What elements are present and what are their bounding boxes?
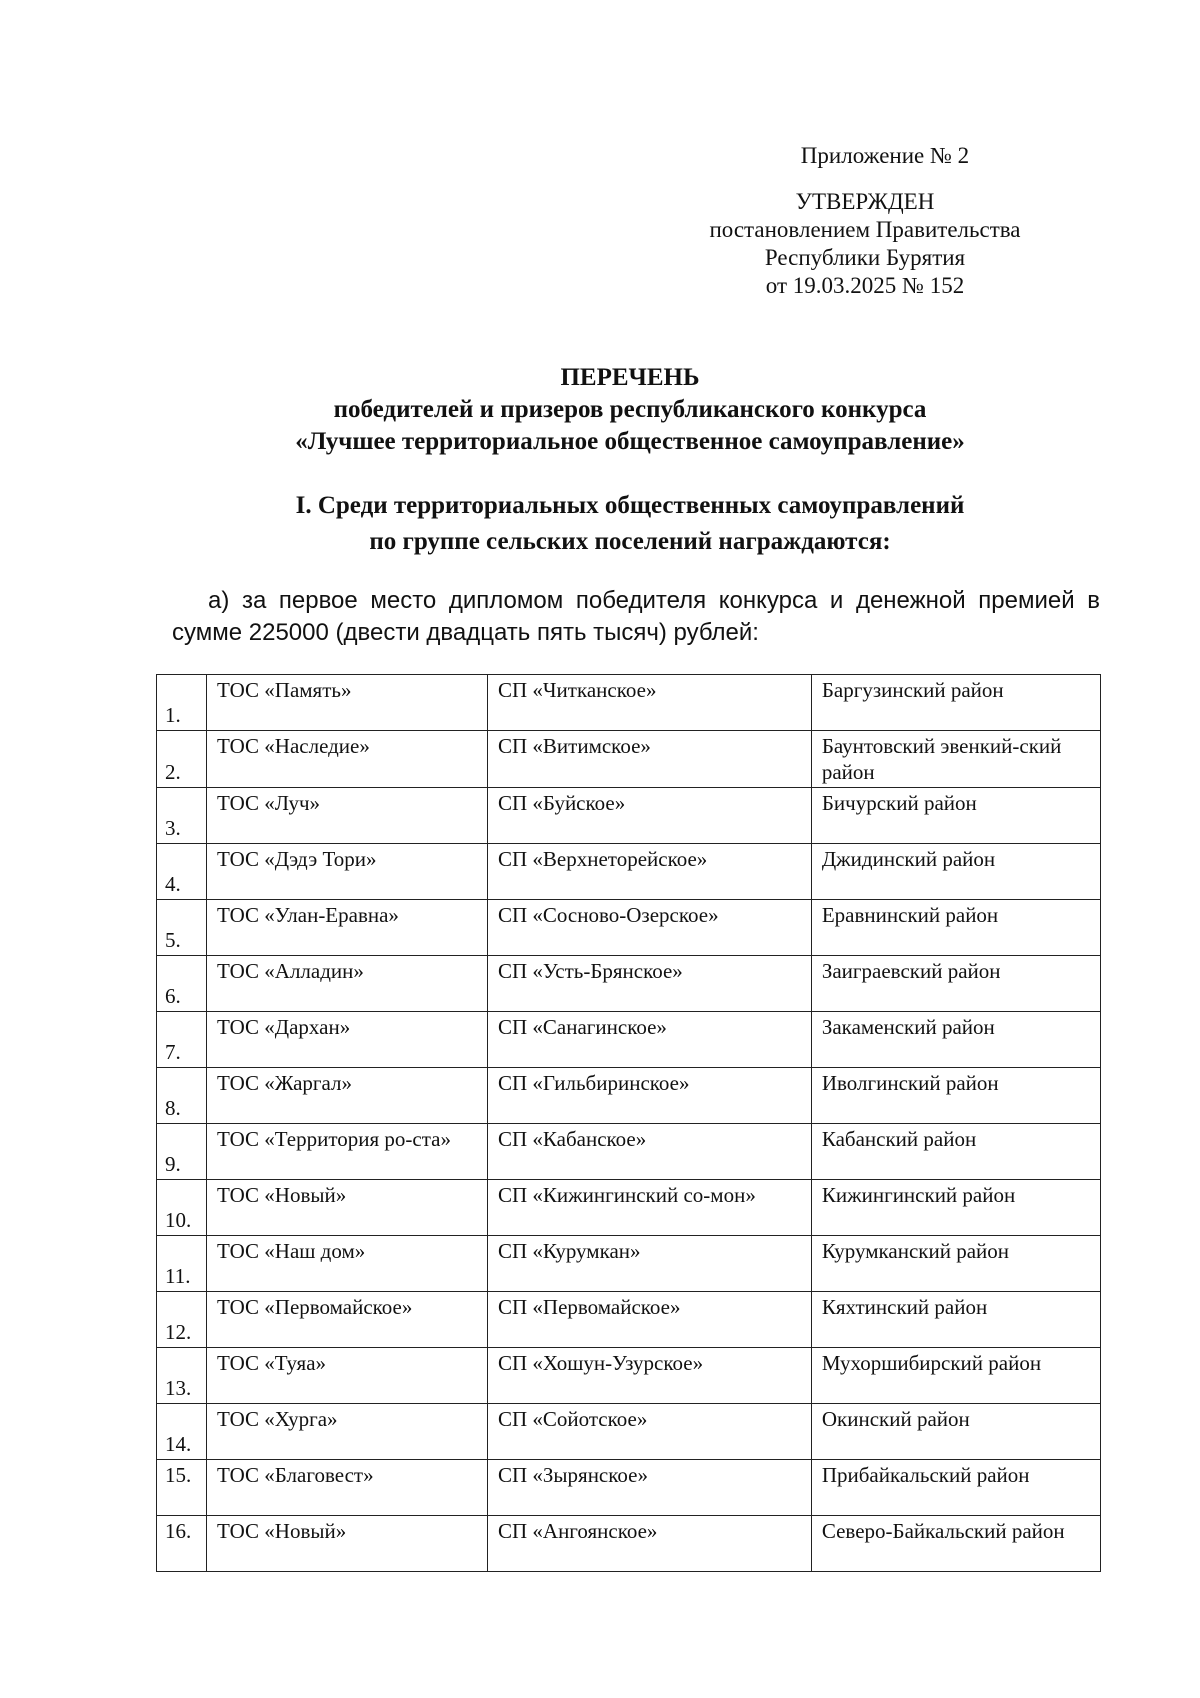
row-number: 2.	[157, 731, 207, 788]
district-name: Джидинский район	[811, 844, 1100, 900]
district-name: Кижингинский район	[811, 1180, 1100, 1236]
table-row	[157, 900, 1101, 956]
district-name: Иволгинский район	[811, 1068, 1100, 1124]
district-name: Курумканский район	[811, 1236, 1100, 1292]
row-number: 11.	[157, 1236, 207, 1292]
settlement-name: СП «Санагинское»	[487, 1012, 811, 1068]
tos-name: ТОС «Наш дом»	[207, 1236, 488, 1292]
approval-line: от 19.03.2025 № 152	[765, 273, 965, 298]
section-heading	[160, 488, 1100, 560]
approval-line: постановлением Правительства	[709, 217, 1021, 242]
table-row	[157, 731, 1101, 788]
approval-line: УТВЕРЖДЕН	[795, 189, 935, 214]
tos-name: ТОС «Дархан»	[207, 1012, 488, 1068]
district-name: Заиграевский район	[811, 956, 1100, 1012]
table-row	[157, 1124, 1101, 1180]
tos-name: ТОС «Хурга»	[207, 1404, 488, 1460]
winners-table-body	[157, 675, 1101, 1572]
settlement-name: СП «Ангоянское»	[487, 1516, 811, 1572]
row-number: 5.	[157, 900, 207, 956]
tos-name: ТОС «Дэдэ Тори»	[207, 844, 488, 900]
tos-name: ТОС «Первомайское»	[207, 1292, 488, 1348]
approval-block	[640, 188, 1090, 300]
tos-name: ТОС «Луч»	[207, 788, 488, 844]
table-row	[157, 675, 1101, 731]
district-name: Баргузинский район	[811, 675, 1100, 731]
settlement-name: СП «Кижингинский со-мон»	[487, 1180, 811, 1236]
district-name: Мухоршибирский район	[811, 1348, 1100, 1404]
table-row	[157, 1180, 1101, 1236]
district-name: Закаменский район	[811, 1012, 1100, 1068]
row-number: 1.	[157, 675, 207, 731]
table-row	[157, 1068, 1101, 1124]
settlement-name: СП «Витимское»	[487, 731, 811, 788]
row-number: 4.	[157, 844, 207, 900]
district-name: Окинский район	[811, 1404, 1100, 1460]
winners-table	[156, 674, 1101, 1572]
district-name: Прибайкальский район	[811, 1460, 1100, 1516]
tos-name: ТОС «Новый»	[207, 1180, 488, 1236]
row-number: 14.	[157, 1404, 207, 1460]
row-number: 3.	[157, 788, 207, 844]
tos-name: ТОС «Память»	[207, 675, 488, 731]
row-number: 6.	[157, 956, 207, 1012]
title-line: «Лучшее территориальное общественное самоуправление»	[295, 428, 965, 455]
appendix-label: Приложение № 2	[800, 143, 970, 168]
table-row	[157, 1348, 1101, 1404]
title-line: ПЕРЕЧЕНЬ	[560, 364, 700, 391]
tos-name: ТОС «Благовест»	[207, 1460, 488, 1516]
document-title	[160, 362, 1100, 458]
table-row	[157, 956, 1101, 1012]
district-name: Баунтовский эвенкий-ский район	[811, 731, 1100, 788]
district-name: Северо-Байкальский район	[811, 1516, 1100, 1572]
tos-name: ТОС «Территория ро-ста»	[207, 1124, 488, 1180]
tos-name: ТОС «Туяа»	[207, 1348, 488, 1404]
table-row	[157, 1460, 1101, 1516]
settlement-name: СП «Читканское»	[487, 675, 811, 731]
settlement-name: СП «Усть-Брянское»	[487, 956, 811, 1012]
row-number: 10.	[157, 1180, 207, 1236]
settlement-name: СП «Буйское»	[487, 788, 811, 844]
row-number: 12.	[157, 1292, 207, 1348]
table-row	[157, 1404, 1101, 1460]
title-line: победителей и призеров республиканского конкурса	[333, 396, 927, 423]
tos-name: ТОС «Наследие»	[207, 731, 488, 788]
settlement-name: СП «Зырянское»	[487, 1460, 811, 1516]
row-number: 8.	[157, 1068, 207, 1124]
settlement-name: СП «Первомайское»	[487, 1292, 811, 1348]
table-row	[157, 1516, 1101, 1572]
settlement-name: СП «Сойотское»	[487, 1404, 811, 1460]
settlement-name: СП «Хошун-Узурское»	[487, 1348, 811, 1404]
award-paragraph	[172, 585, 1100, 649]
table-row	[157, 844, 1101, 900]
district-name: Бичурский район	[811, 788, 1100, 844]
section-line: I. Среди территориальных общественных самоуправлений	[295, 492, 965, 519]
row-number: 9.	[157, 1124, 207, 1180]
tos-name: ТОС «Улан-Еравна»	[207, 900, 488, 956]
tos-name: ТОС «Новый»	[207, 1516, 488, 1572]
settlement-name: СП «Курумкан»	[487, 1236, 811, 1292]
table-row	[157, 1236, 1101, 1292]
district-name: Кяхтинский район	[811, 1292, 1100, 1348]
section-line: по группе сельских поселений награждаются:	[369, 528, 891, 555]
approval-line: Республики Бурятия	[764, 245, 966, 270]
row-number: 13.	[157, 1348, 207, 1404]
tos-name: ТОС «Жаргал»	[207, 1068, 488, 1124]
row-number: 16.	[157, 1516, 207, 1572]
tos-name: ТОС «Алладин»	[207, 956, 488, 1012]
settlement-name: СП «Кабанское»	[487, 1124, 811, 1180]
table-row	[157, 1012, 1101, 1068]
settlement-name: СП «Сосново-Озерское»	[487, 900, 811, 956]
row-number: 7.	[157, 1012, 207, 1068]
district-name: Кабанский район	[811, 1124, 1100, 1180]
district-name: Еравнинский район	[811, 900, 1100, 956]
settlement-name: СП «Гильбиринское»	[487, 1068, 811, 1124]
table-row	[157, 788, 1101, 844]
award-text: а) за первое место дипломом победителя конкурса и денежной премией в сумме 225000 (двести двадцать пять тысяч) рублей:	[172, 587, 1100, 646]
settlement-name: СП «Верхнеторейское»	[487, 844, 811, 900]
row-number: 15.	[157, 1460, 207, 1516]
table-row	[157, 1292, 1101, 1348]
